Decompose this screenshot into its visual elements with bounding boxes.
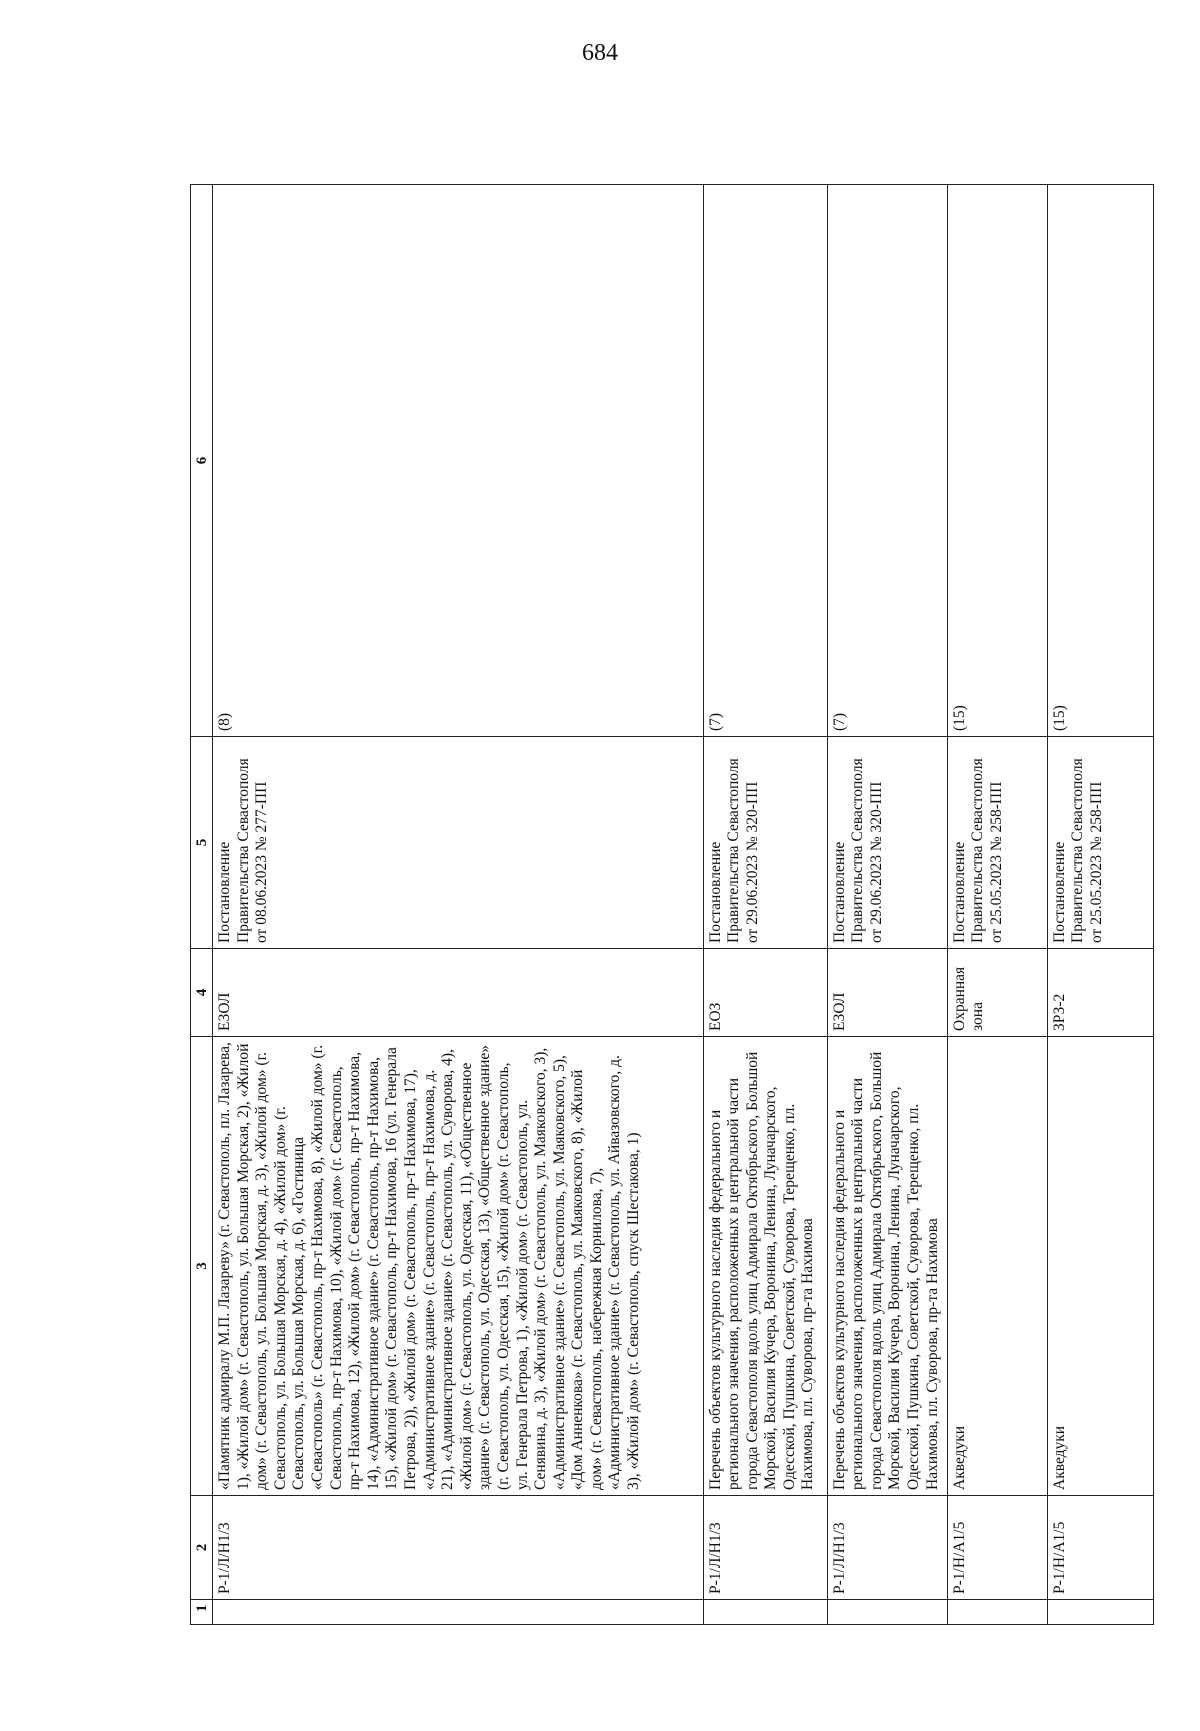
- document-cell: Постановление Правительства Севастополя от 08.06.2023 № 277-ПП: [213, 737, 704, 949]
- header-cell: 6: [191, 185, 213, 737]
- row-number-cell: [213, 1600, 704, 1625]
- objects-cell: Перечень объектов культурного наследия федерального и регионального значения, расположенных в центральной части города Севастополя вдоль улиц Адмирала Октябрьского, Большой Морской, Василия Кучера, Воронина, Ленина, Луначарского, Одесской, Пушкина, Советской, Суворова, Терещенко, пл. Нахимова, пл. Суворова, пр-та Нахимова: [827, 1037, 947, 1496]
- row-number-cell: [947, 1600, 1047, 1625]
- document-cell: Постановление Правительства Севастополя от 25.05.2023 № 258-ПП: [947, 737, 1047, 949]
- header-cell: 5: [191, 737, 213, 949]
- zone-code-cell: Р-1/Л/Н1/3: [213, 1496, 704, 1600]
- zone-code-cell: Р-1/Н/А1/5: [1047, 1496, 1153, 1600]
- document-cell: Постановление Правительства Севастополя от 25.05.2023 № 258-ПП: [1047, 737, 1153, 949]
- header-cell: 3: [191, 1037, 213, 1496]
- objects-cell: Акведуки: [947, 1037, 1047, 1496]
- document-cell: Постановление Правительства Севастополя от 29.06.2023 № 320-ПП: [703, 737, 827, 949]
- reference-cell: (8): [213, 185, 704, 737]
- row-number-cell: [1047, 1600, 1153, 1625]
- header-cell: 4: [191, 949, 213, 1037]
- table-row: [1047, 185, 1153, 1625]
- rotated-table-container: [190, 185, 1154, 1625]
- reference-cell: (15): [1047, 185, 1153, 737]
- zone-type-cell: ЕЗОЛ: [213, 949, 704, 1037]
- reference-cell: (7): [703, 185, 827, 737]
- objects-cell: Акведуки: [1047, 1037, 1153, 1496]
- page-number: 684: [582, 40, 618, 66]
- table-row: [827, 185, 947, 1625]
- reference-cell: (15): [947, 185, 1047, 737]
- document-cell: Постановление Правительства Севастополя от 29.06.2023 № 320-ПП: [827, 737, 947, 949]
- table-row: [703, 185, 827, 1625]
- zone-code-cell: Р-1/Л/Н1/3: [703, 1496, 827, 1600]
- zone-type-cell: ЕОЗ: [703, 949, 827, 1037]
- objects-cell: «Памятник адмиралу М.П. Лазареву» (г. Севастополь, пл. Лазарева, 1), «Жилой дом» (г. Севастополь, ул. Большая Морская, 2), «Жилой дом» (г. Севастополь, ул. Большая Морская, д. 3), «Жилой дом» (г. Севастополь, ул. Большая Морская, д. 4), «Жилой дом» (г. Севастополь, ул. Большая Морская, д. 6), «Гостиница «Севастополь» (г. Севастополь, пр-т Нахимова, 8), «Жилой дом» (г. Севастополь, пр-т Нахимова, 10), «Жилой дом» (г. Севастополь, пр-т Нахимова, 12), «Жилой дом» (г. Севастополь, пр-т Нахимова, 14), «Административное здание» (г. Севастополь, пр-т Нахимова, 15), «Жилой дом» (г. Севастополь, пр-т Нахимова, 16 (ул. Генерала Петрова, 2)), «Жилой дом» (г. Севастополь, пр-т Нахимова, 17), «Административное здание» (г. Севастополь, пр-т Нахимова, д. 21), «Административное здание» (г. Севастополь, ул. Суворова, 4), «Жилой дом» (г. Севастополь, ул. Одесская, 11), «Общественное здание» (г. Севастополь, ул. Одесская, 13), «Общественное здание» (г. Севастополь, ул. Одесская, 15), «Жилой дом» (г. Севастополь, ул. Генерала Петрова, 1), «Жилой дом» (г. Севастополь, ул. Сенявина, д. 3), «Жилой дом» (г. Севастополь, ул. Маяковского, 3), «Административное здание» (г. Севастополь, ул. Маяковского, 5), «Дом Анненкова» (г. Севастополь, ул. Маяковского, 8), «Жилой дом» (г. Севастополь, набережная Корнилова, 7), «Административное здание» (г. Севастополь, ул. Айвазовского, д. 3), «Жилой дом» (г. Севастополь, спуск Шестакова, 1): [213, 1037, 704, 1496]
- table-header-row: [191, 185, 213, 1625]
- header-cell: 2: [191, 1496, 213, 1600]
- row-number-cell: [703, 1600, 827, 1625]
- table-row: [213, 185, 704, 1625]
- zone-code-cell: Р-1/Л/Н1/3: [827, 1496, 947, 1600]
- zone-code-cell: Р-1/Н/А1/5: [947, 1496, 1047, 1600]
- zone-type-cell: Охранная зона: [947, 949, 1047, 1037]
- objects-cell: Перечень объектов культурного наследия федерального и регионального значения, расположенных в центральной части города Севастополя вдоль улиц Адмирала Октябрьского, Большой Морской, Василия Кучера, Воронина, Ленина, Луначарского, Одесской, Пушкина, Советской, Суворова, Терещенко, пл. Нахимова, пл. Суворова, пр-та Нахимова: [703, 1037, 827, 1496]
- zone-type-cell: ЕЗОЛ: [827, 949, 947, 1037]
- table-row: [947, 185, 1047, 1625]
- row-number-cell: [827, 1600, 947, 1625]
- zone-type-cell: ЗРЗ-2: [1047, 949, 1153, 1037]
- data-table: [190, 184, 1154, 1625]
- reference-cell: (7): [827, 185, 947, 737]
- header-cell: 1: [191, 1600, 213, 1625]
